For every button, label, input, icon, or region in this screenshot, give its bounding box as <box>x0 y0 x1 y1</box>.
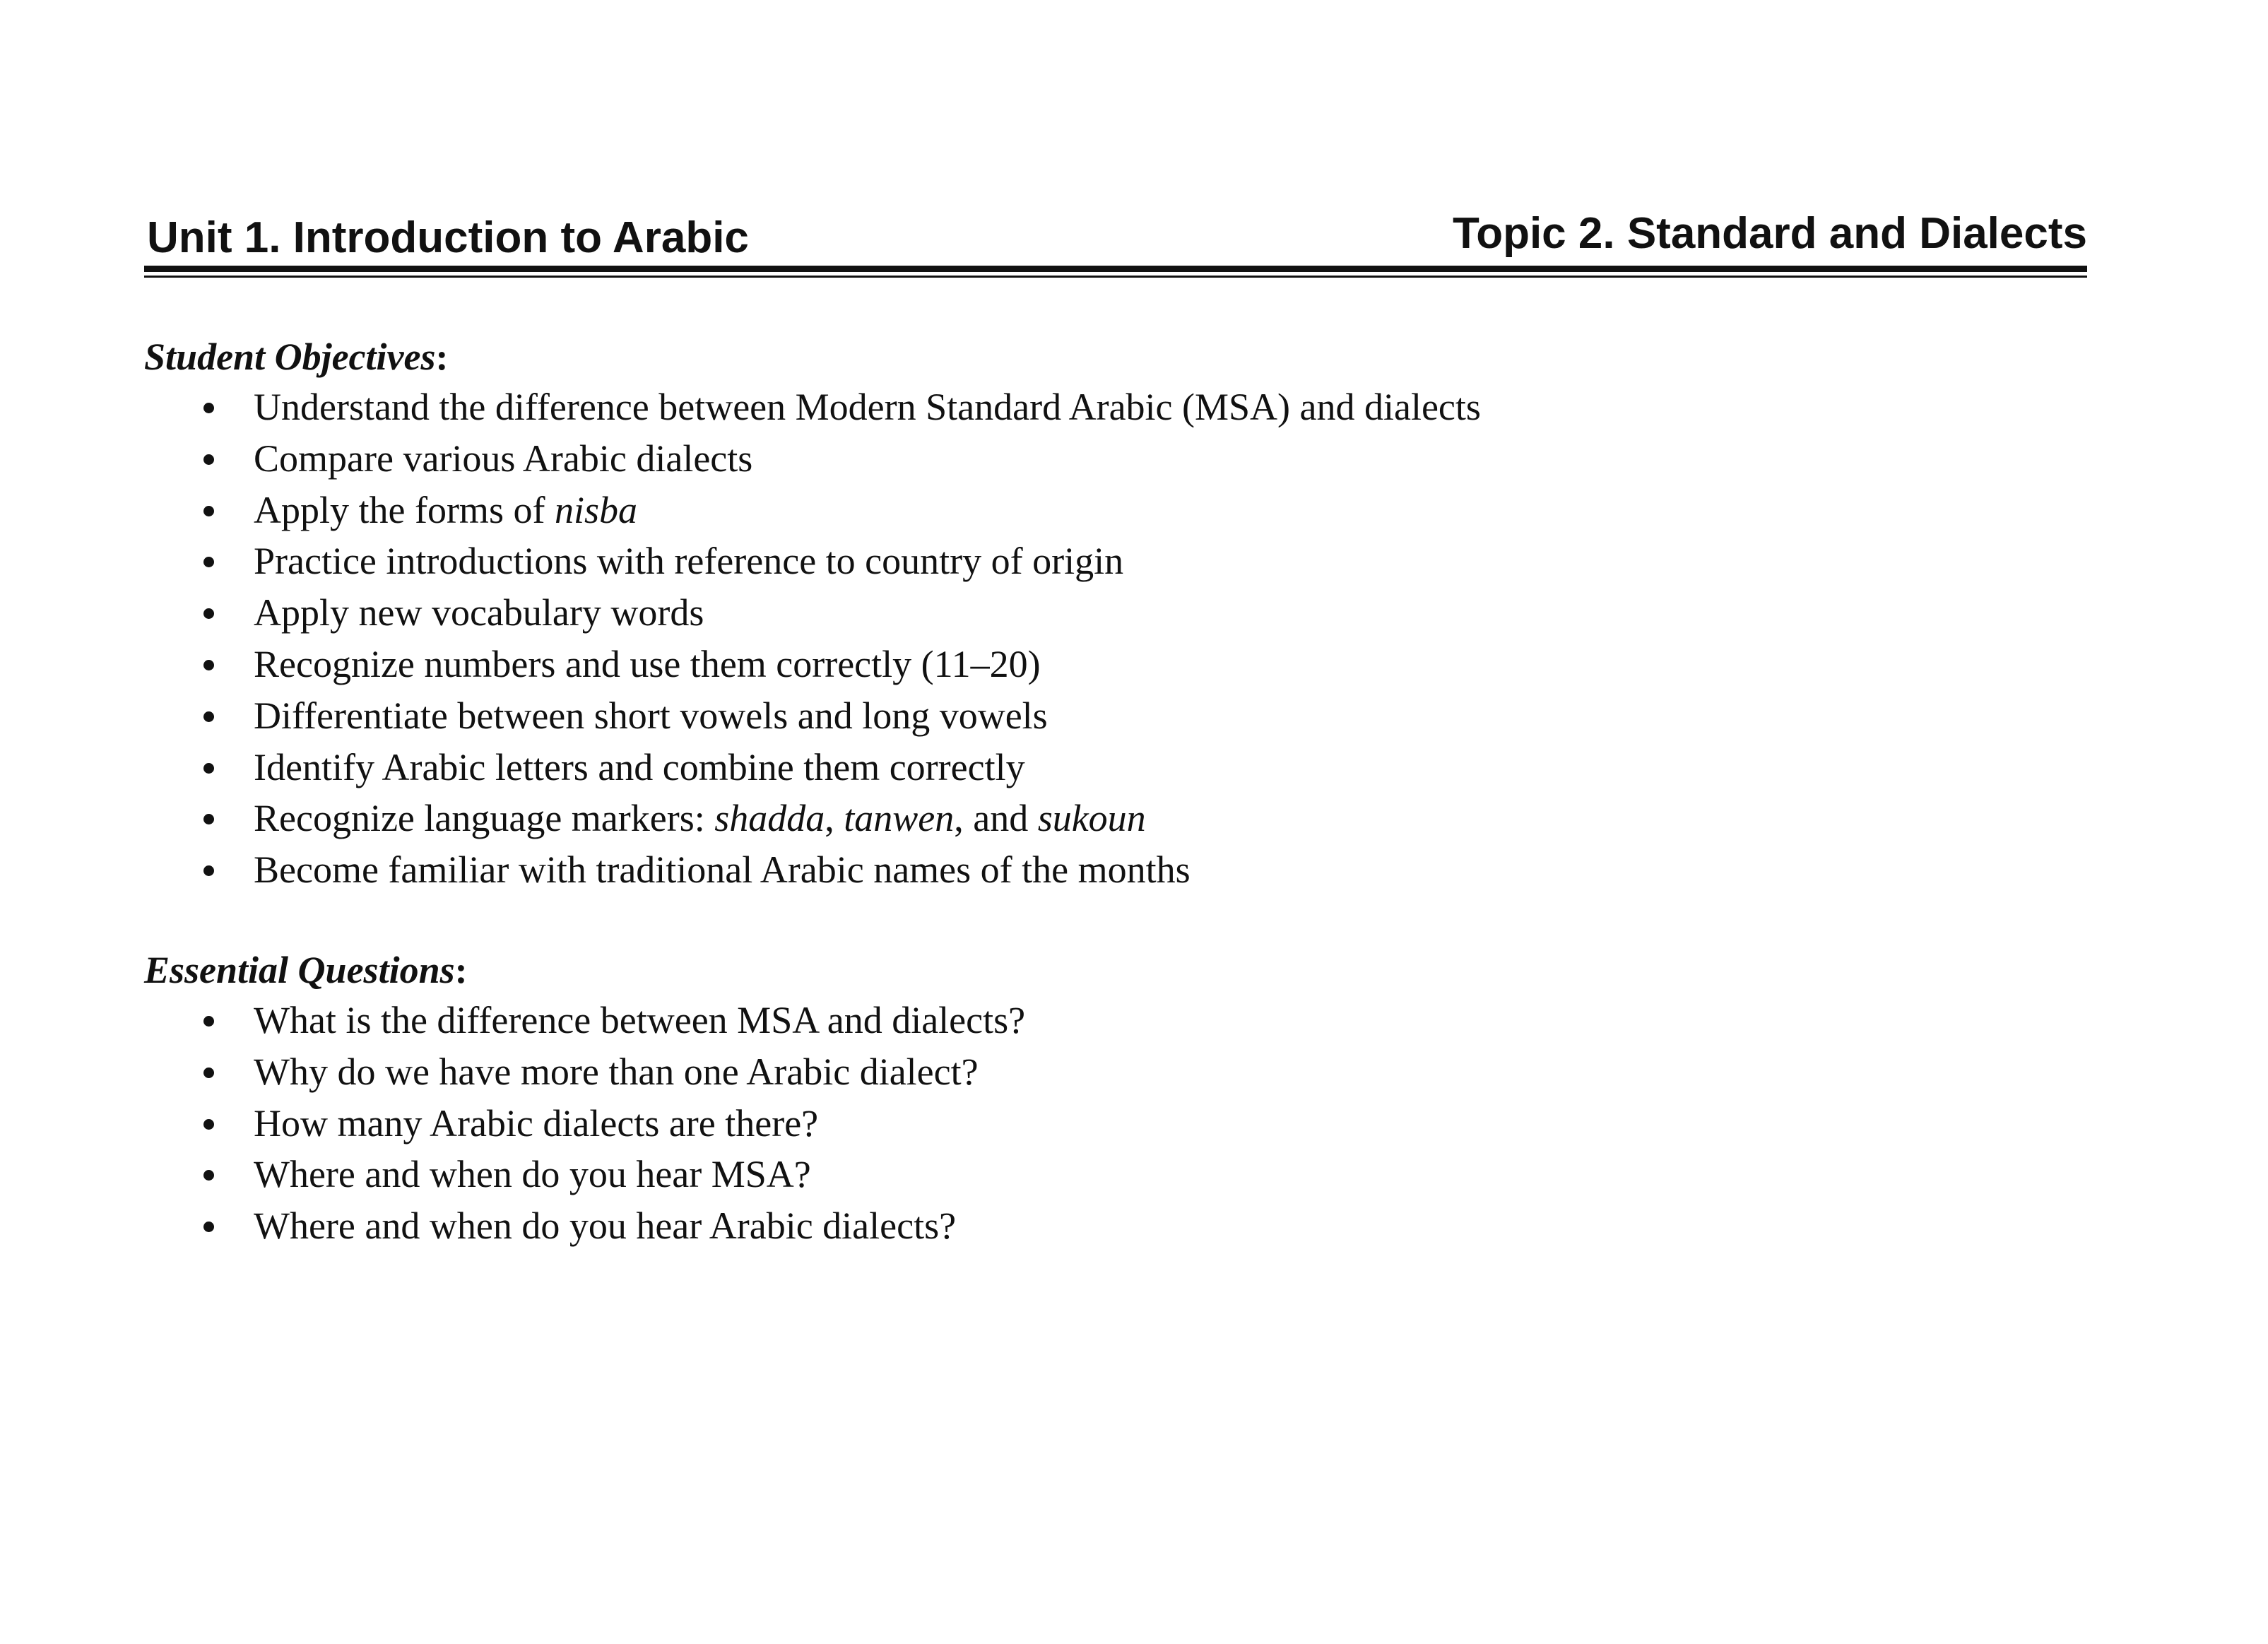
header-rule-thick <box>144 266 2087 272</box>
bullet-icon <box>203 1222 214 1232</box>
objective-term-nisba: nisba <box>554 488 637 531</box>
question-text: Why do we have more than one Arabic dialect? <box>254 1050 979 1093</box>
objective-term-shadda: shadda <box>714 797 825 840</box>
question-item <box>144 1098 1910 1149</box>
question-text: What is the difference between MSA and dialects? <box>254 999 1026 1041</box>
header-rule-thin <box>144 276 2087 278</box>
objective-item <box>144 485 1910 536</box>
bullet-icon <box>203 711 214 722</box>
essential-questions-heading <box>144 945 1910 995</box>
objective-text: Compare various Arabic dialects <box>254 437 753 480</box>
objective-item <box>144 536 1910 587</box>
bullet-icon <box>203 1170 214 1181</box>
unit-title: Unit 1. Introduction to Arabic <box>147 213 749 262</box>
question-item <box>144 1200 1910 1252</box>
objective-item <box>144 844 1910 896</box>
objective-term-sukoun: sukoun <box>1037 797 1146 840</box>
objective-separator: , and <box>954 797 1038 840</box>
bullet-icon <box>203 557 214 567</box>
bullet-icon <box>203 763 214 774</box>
question-item <box>144 995 1910 1046</box>
objective-text: Recognize numbers and use them correctly (11–20) <box>254 642 1041 685</box>
objective-item <box>144 742 1910 793</box>
student-objectives-heading <box>144 332 1910 382</box>
bullet-icon <box>203 454 214 465</box>
objective-item <box>144 433 1910 485</box>
bullet-icon <box>203 1068 214 1078</box>
essential-questions-section <box>144 945 1910 1252</box>
bullet-icon <box>203 814 214 824</box>
student-objectives-heading-label: Student Objectives <box>144 336 436 378</box>
bullet-icon <box>203 1016 214 1027</box>
bullet-icon <box>203 660 214 670</box>
objective-text: Apply the forms of <box>254 488 555 531</box>
objective-separator: , <box>825 797 844 840</box>
essential-questions-heading-colon: : <box>454 949 468 991</box>
question-item <box>144 1046 1910 1098</box>
bullet-icon <box>203 506 214 516</box>
objective-item <box>144 639 1910 690</box>
objective-item <box>144 382 1910 433</box>
bullet-icon <box>203 865 214 876</box>
objective-text: Practice introductions with reference to country of origin <box>254 540 1124 583</box>
question-item <box>144 1149 1910 1200</box>
essential-questions-list <box>144 995 1910 1252</box>
question-text: How many Arabic dialects are there? <box>254 1101 819 1145</box>
objective-text: Become familiar with traditional Arabic names of the months <box>254 848 1191 892</box>
question-text: Where and when do you hear Arabic dialects? <box>254 1205 957 1248</box>
objective-item <box>144 793 1910 844</box>
student-objectives-list <box>144 382 1910 896</box>
bullet-icon <box>203 1119 214 1130</box>
objective-text: Differentiate between short vowels and long vowels <box>254 694 1048 737</box>
objective-term-tanwen: tanwen <box>844 797 955 840</box>
objective-item <box>144 690 1910 742</box>
objective-text: Identify Arabic letters and combine them correctly <box>254 745 1025 788</box>
question-text: Where and when do you hear MSA? <box>254 1153 811 1196</box>
essential-questions-heading-label: Essential Questions <box>144 949 455 991</box>
objective-text: Recognize language markers: <box>254 797 715 840</box>
page-header <box>144 201 2087 272</box>
objective-text: Apply new vocabulary words <box>254 591 704 634</box>
student-objectives-section <box>144 332 1910 896</box>
bullet-icon <box>203 403 214 413</box>
topic-title: Topic 2. Standard and Dialects <box>1452 209 2087 258</box>
objective-item <box>144 587 1910 639</box>
student-objectives-heading-colon: : <box>435 336 449 378</box>
objective-text: Understand the difference between Modern Standard Arabic (MSA) and dialects <box>254 386 1481 428</box>
bullet-icon <box>203 608 214 619</box>
